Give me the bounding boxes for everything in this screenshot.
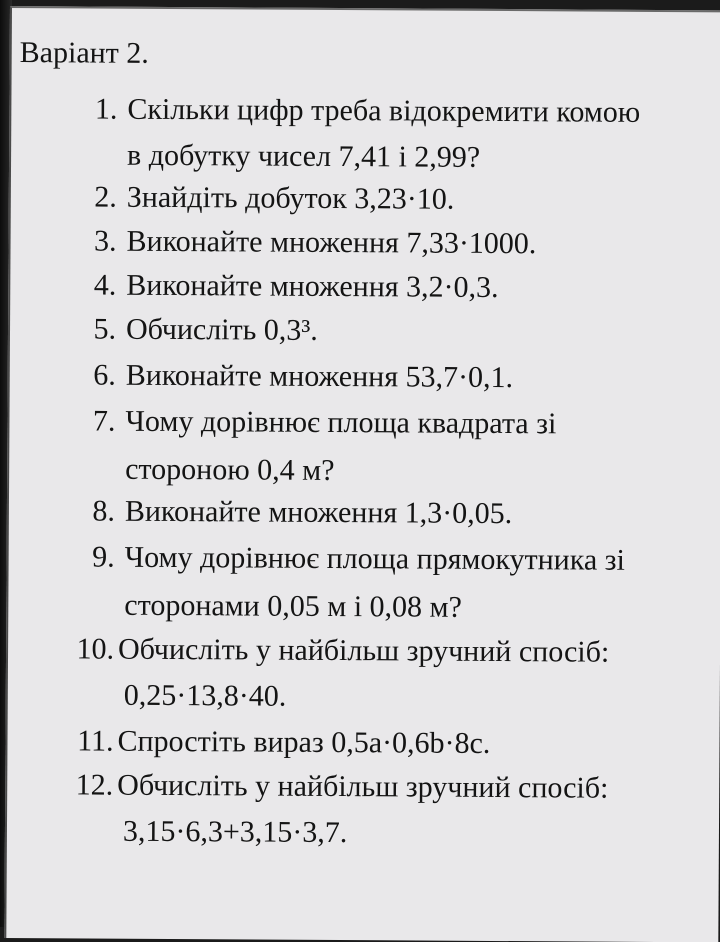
task-2	[69, 178, 455, 218]
task-6	[68, 356, 514, 397]
variant-title: Варіант 2.	[19, 36, 149, 70]
task-text: Виконайте множення 3,2·0,3.	[126, 268, 499, 304]
task-text: Виконайте множення 1,3·0,05.	[124, 494, 513, 531]
task-text: Чому дорівнює площа прямокутника зі	[124, 540, 626, 577]
task-number: 12.	[75, 768, 114, 802]
task-text: Спростіть вираз 0,5a·0,6b·8c.	[117, 724, 491, 760]
task-text: Скільки цифр треба відокремити комою	[127, 92, 641, 129]
task-text: Виконайте множення 7,33·1000.	[126, 224, 537, 261]
task-10	[66, 630, 609, 671]
task-number: 10.	[76, 632, 115, 666]
task-number: 9.	[92, 540, 115, 574]
task-7	[67, 402, 556, 443]
task-number: 8.	[92, 494, 116, 528]
task-11	[65, 722, 490, 763]
task-number: 6.	[93, 358, 116, 392]
task-text: Знайдіть добуток 3,23·10.	[126, 180, 455, 216]
task-5	[68, 310, 318, 350]
task-text: Виконайте множення 53,7·0,1.	[125, 358, 514, 395]
task-number: 1.	[94, 92, 118, 126]
task-number: 11.	[77, 724, 114, 758]
task-text: Обчисліть у найбільш зручний спосіб:	[117, 632, 610, 669]
task-1	[69, 90, 640, 131]
task-12	[65, 766, 608, 807]
task-9	[67, 538, 626, 579]
task-4	[68, 266, 499, 307]
task-number: 7.	[92, 404, 116, 438]
task-number: 5.	[93, 312, 117, 346]
task-9-continuation: сторонами 0,05 м і 0,08 м?	[124, 588, 462, 624]
task-number: 4.	[93, 268, 117, 302]
task-8	[67, 492, 513, 533]
worksheet-page	[4, 6, 720, 942]
task-12-continuation: 3,15·6,3+3,15·3,7.	[122, 814, 348, 850]
task-number: 2.	[94, 180, 117, 214]
task-1-continuation: в добутку чисел 7,41 і 2,99?	[126, 138, 481, 174]
task-7-continuation: стороною 0,4 м?	[125, 452, 335, 487]
task-text: Обчисліть у найбільш зручний спосіб:	[117, 768, 609, 805]
task-3	[68, 222, 536, 263]
task-10-continuation: 0,25·13,8·40.	[123, 678, 287, 713]
task-number: 3.	[93, 224, 117, 258]
task-text: Чому дорівнює площа квадрата зі	[125, 404, 557, 441]
task-text: Обчисліть 0,3³.	[125, 312, 318, 347]
